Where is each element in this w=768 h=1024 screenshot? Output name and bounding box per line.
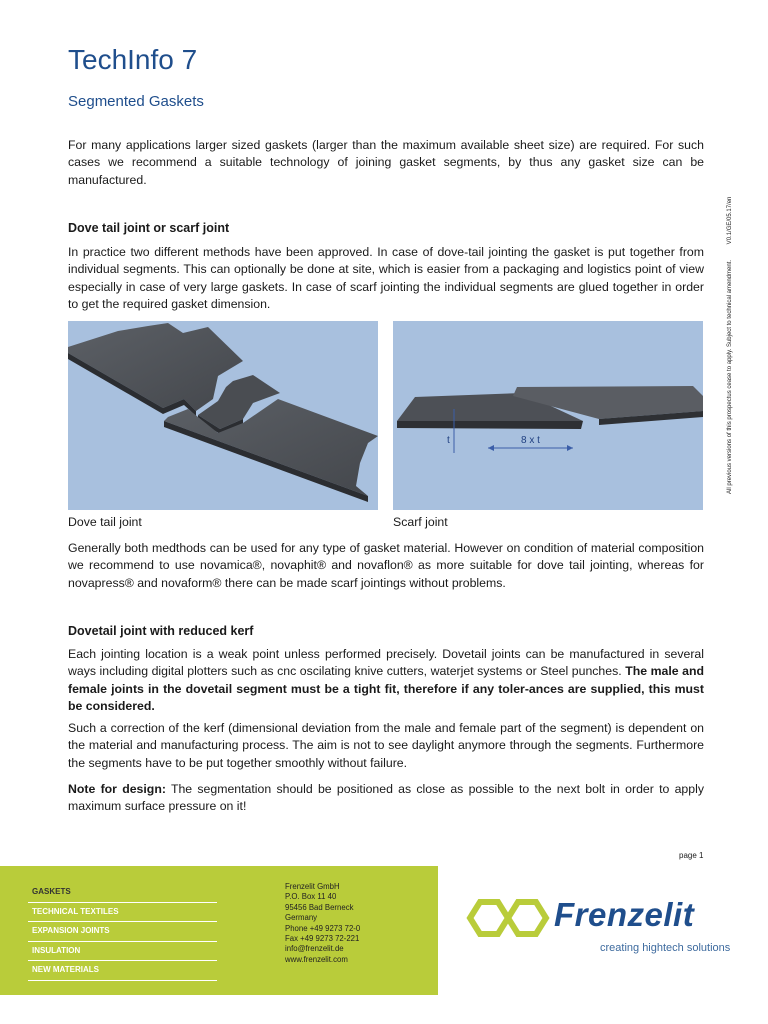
side-disclaimer [727, 197, 733, 494]
section-heading-kerf: Dovetail joint with reduced kerf [68, 624, 254, 638]
nav-expansion-joints[interactable]: EXPANSION JOINTS [28, 922, 217, 942]
section-heading-joints: Dove tail joint or scarf joint [68, 221, 230, 235]
lower-segment-edge [397, 421, 583, 429]
version-code: V0.1/GE/05.17/en [727, 196, 733, 245]
design-note [68, 781, 704, 816]
right-segment [164, 399, 378, 496]
arrow-head-left [488, 445, 494, 451]
section-joints-text: In practice two different methods have been approved. In case of dove-tail jointing the gasket is put together from individual segments. This can optionally be done at site, which is easier from a packaging and logistics point of view especially in case of very large gaskets. In case of scarf jointing the individual segments are glued together in order to get the required gasket dimension. [68, 245, 704, 312]
dove-tail-figure [68, 321, 378, 510]
footer-nav [28, 883, 217, 981]
intro-paragraph: For many applications larger sized gaskets (larger than the maximum available sheet size) are required. For such cases we recommend a suitable technology of joining gasket segments, by thus any gasket size can be manufactured. [68, 138, 704, 187]
fax: Fax +49 9273 72-221 [285, 934, 360, 944]
nav-gaskets[interactable]: GASKETS [28, 883, 217, 903]
footer-panel [0, 866, 438, 995]
scarf-illustration [393, 321, 703, 510]
phone: Phone +49 9273 72-0 [285, 923, 361, 933]
dove-tail-caption: Dove tail joint [68, 515, 142, 529]
logo-wordmark: Frenzelit [554, 896, 695, 933]
nav-technical-textiles[interactable]: TECHNICAL TEXTILES [28, 903, 217, 923]
page-subtitle: Segmented Gaskets [68, 93, 204, 110]
disclaimer-text: All previous versions of this prospectus cease to apply. Subject to technical amendment. [727, 259, 733, 494]
po-box: P.O. Box 11 40 [285, 892, 337, 902]
left-segment [68, 323, 243, 411]
scarf-caption: Scarf joint [393, 515, 448, 529]
dove-tail-illustration [68, 321, 378, 510]
logo-tagline: creating hightech solutions [600, 942, 731, 954]
kerf-text: Each jointing location is a weak point unless performed precisely. Dovetail joints can be manufactured in several ways including digital plotters such as cnc oscilating knive cutters, waterjet systems or Steel punches. [68, 647, 704, 679]
country: Germany [285, 913, 318, 923]
arrow-head-right [567, 445, 573, 451]
kerf-bold-text: The male and female joints in the dovetail segment must be a tight fit, therefore if any toler-ances are supplied, this must be considered. [68, 664, 704, 714]
note-text: The segmentation should be positioned as close as possible to the next bolt in order to apply maximum surface pressure on it! [68, 782, 704, 814]
website-link[interactable]: www.frenzelit.com [285, 954, 348, 964]
length-label: 8 x t [521, 435, 540, 446]
page-title: TechInfo 7 [68, 44, 198, 75]
page-number: page 1 [679, 851, 704, 860]
contact-block [285, 882, 360, 965]
nav-new-materials[interactable]: NEW MATERIALS [28, 961, 217, 981]
note-label: Note for design: [68, 782, 166, 796]
kerf-correction-paragraph: Such a correction of the kerf (dimensional deviation from the male and female part of the segment) is dependent on the material and manufacturing process. The aim is not to see daylight anymore through the segments. Furthermore the segments have to be put together smoothly without failure. [68, 721, 704, 770]
kerf-paragraph [68, 646, 704, 716]
frenzelit-logo-icon [466, 896, 552, 940]
company-name: Frenzelit GmbH [285, 882, 340, 891]
material-recommendation: Generally both medthods can be used for any type of gasket material. However on condition of material composition we recommend to use novamica®, novaphit® and novaflon® as more suitable for dove tail jointing, whereas for novapress® and novaform® there can be made scarf jointings without problems. [68, 541, 704, 590]
nav-insulation[interactable]: INSULATION [28, 942, 217, 962]
email-link[interactable]: info@frenzelit.de [285, 944, 344, 954]
t-label: t [447, 435, 450, 446]
scarf-figure [393, 321, 703, 510]
postal-city: 95456 Bad Berneck [285, 902, 354, 912]
